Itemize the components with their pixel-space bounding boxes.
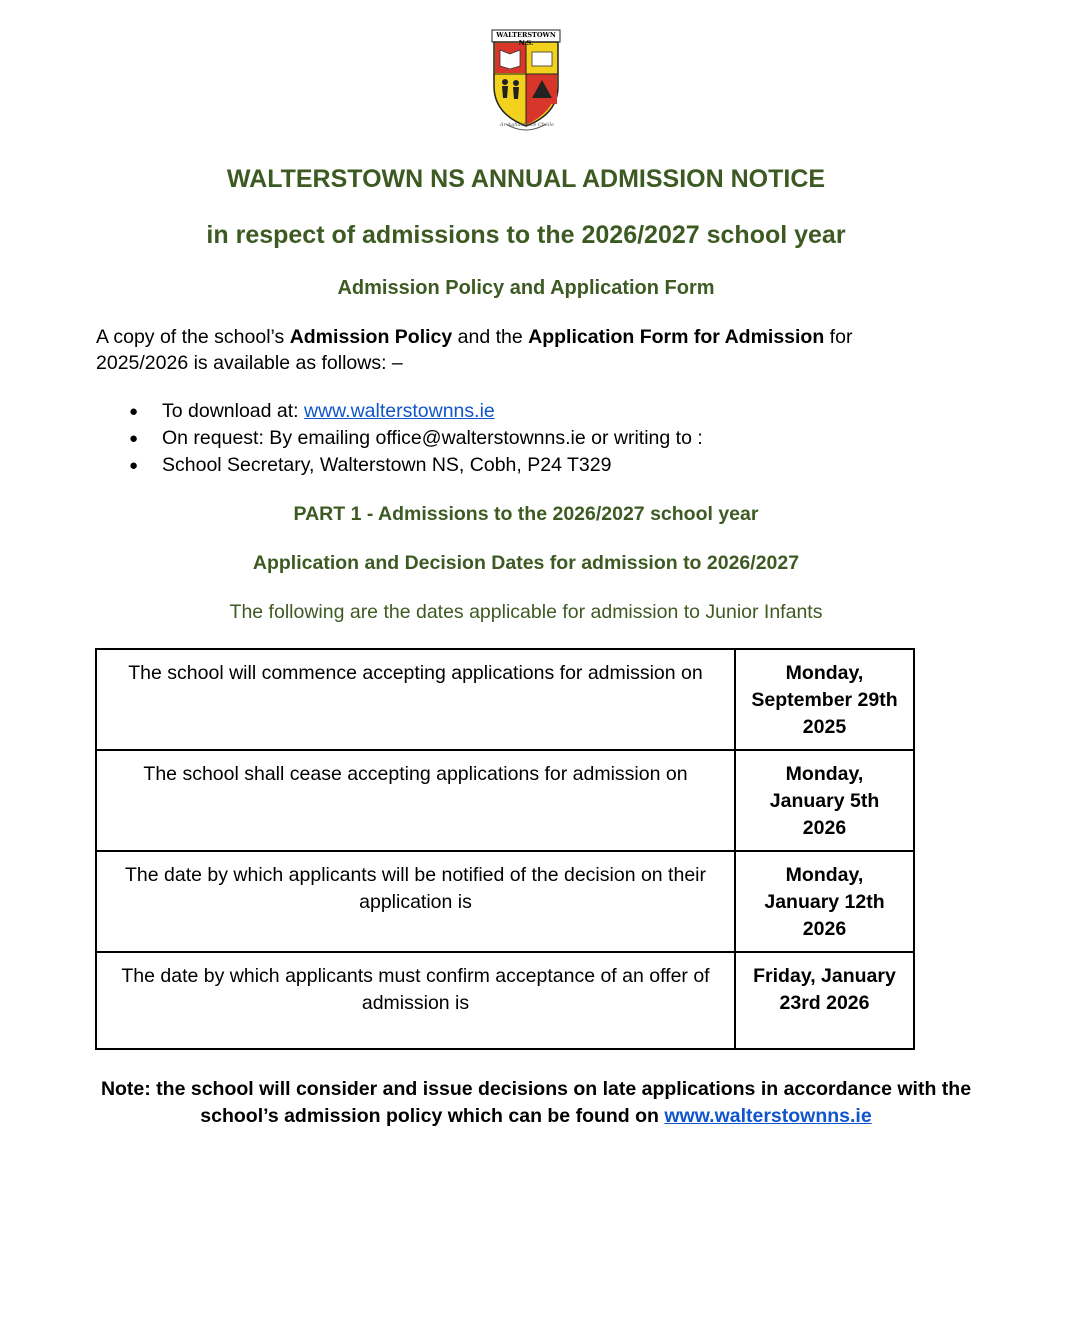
intro-paragraph	[96, 324, 926, 376]
policy-section-heading: Admission Policy and Application Form	[337, 277, 715, 299]
dates-table	[95, 648, 915, 1050]
bullet-icon: ●	[129, 457, 139, 474]
table-row	[96, 851, 914, 952]
row-description: The date by which applicants must confirm acceptance of an offer of admission is	[96, 952, 735, 1049]
row-date: Friday, January 23rd 2026	[735, 952, 914, 1049]
notice-subtitle: in respect of admissions to the 2026/2027 school year	[206, 221, 846, 249]
row-date: Monday, September 29th 2025	[735, 649, 914, 750]
intro-text-1: A copy of the school’s	[96, 326, 290, 348]
address-text: School Secretary, Walterstown NS, Cobh, P24 T329	[162, 454, 612, 476]
request-text: On request: By emailing office@walterstownns.ie or writing to :	[162, 427, 703, 449]
bullet-icon: ●	[129, 403, 139, 420]
row-description: The school shall cease accepting applications for admission on	[96, 750, 735, 851]
admission-policy-bold: Admission Policy	[289, 326, 453, 348]
intro-text-3: for 2025/2026 is available as follows: –	[96, 326, 853, 374]
row-date: Monday, January 12th 2026	[735, 851, 914, 952]
crest-motto-text: Ár Aghaidh Le Chéile	[499, 122, 555, 128]
dates-intro-text: The following are the dates applicable for admission to Junior Infants	[229, 601, 823, 623]
availability-list	[96, 398, 703, 479]
table-row	[96, 750, 914, 851]
note-text: Note: the school will consider and issue decisions on late applications in accordance with the school’s admission policy which can be found on	[100, 1078, 972, 1127]
crest-banner-text: WALTERSTOWN N.S.	[496, 31, 556, 47]
note-website-link[interactable]: www.walterstownns.ie	[664, 1105, 872, 1127]
list-item-download	[96, 398, 703, 425]
list-item-address	[96, 452, 703, 479]
application-form-bold: Application Form for Admission	[528, 326, 825, 348]
table-row	[96, 952, 914, 1049]
bullet-icon: ●	[129, 430, 139, 447]
row-description: The date by which applicants will be notified of the decision on their application is	[96, 851, 735, 952]
list-item-request	[96, 425, 703, 452]
part1-heading: PART 1 - Admissions to the 2026/2027 school year	[293, 503, 759, 525]
table-row	[96, 649, 914, 750]
download-prefix: To download at:	[162, 400, 305, 422]
notice-title: WALTERSTOWN NS ANNUAL ADMISSION NOTICE	[226, 165, 826, 193]
row-description: The school will commence accepting applications for admission on	[96, 649, 735, 750]
intro-text-2: and the	[452, 326, 529, 348]
website-link[interactable]: www.walterstownns.ie	[304, 400, 495, 422]
dates-heading: Application and Decision Dates for admission to 2026/2027	[252, 552, 800, 574]
late-applications-note	[96, 1076, 976, 1130]
row-date: Monday, January 5th 2026	[735, 750, 914, 851]
